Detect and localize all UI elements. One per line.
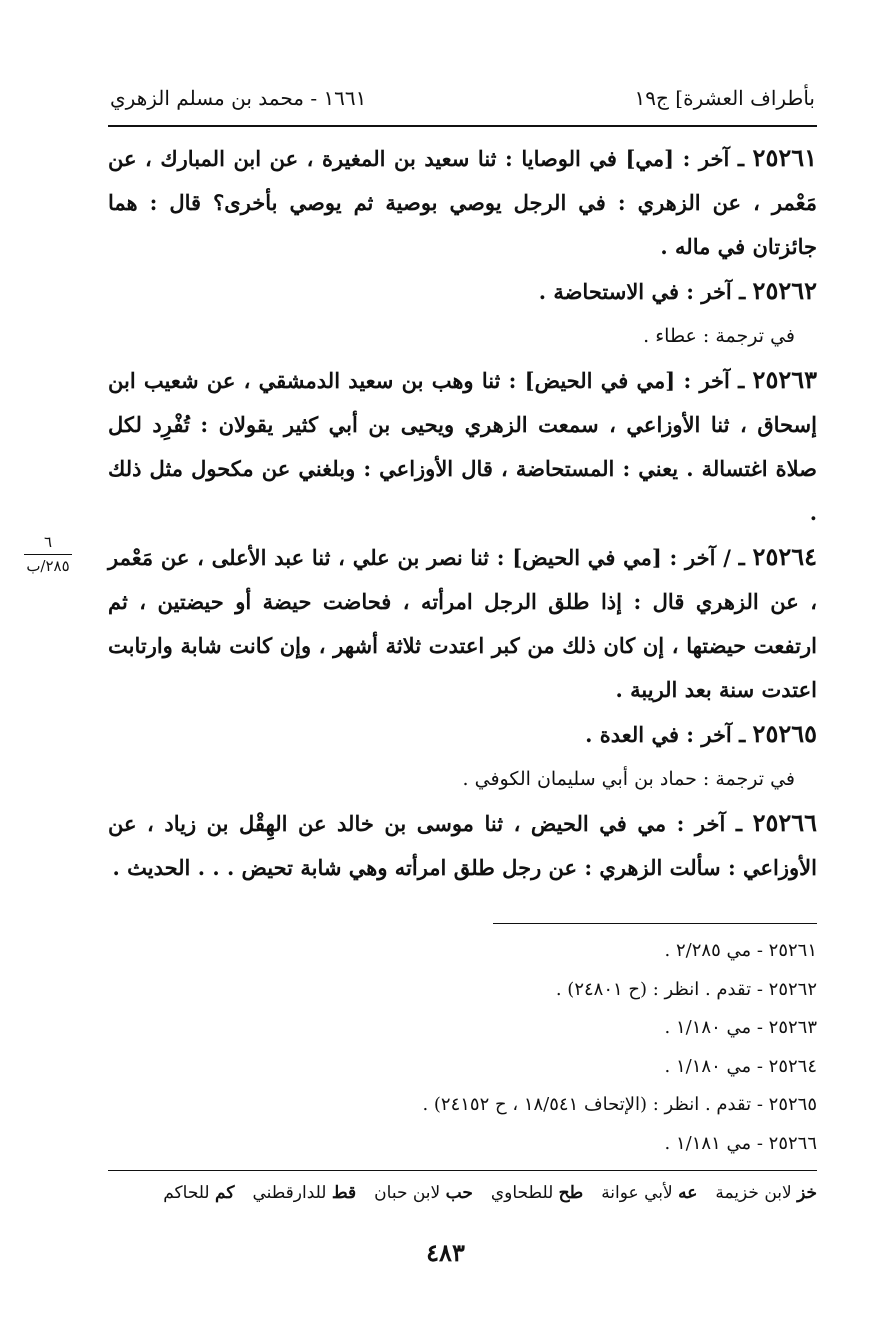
abbreviation-code: قط [331, 1183, 357, 1203]
entry-number: ٢٥٢٦٣ [752, 365, 817, 394]
folio-reference: ٢٨٥/ب [26, 557, 70, 575]
abbreviation-item [252, 1183, 356, 1203]
entry-text: ـ آخر : في العدة . [585, 722, 746, 747]
entry-25261 [108, 136, 817, 269]
entry-number: ٢٥٢٦٤ [752, 542, 817, 571]
running-header-chapter: ١٦٦١ - محمد بن مسلم الزهري [110, 86, 367, 110]
abbreviation-code: عه [678, 1183, 698, 1203]
entry-25264 [108, 535, 817, 712]
entry-number: ٢٥٢٦٥ [752, 719, 817, 748]
main-text [108, 136, 817, 890]
entry-text: ـ آخر : في الاستحاضة . [538, 279, 746, 304]
abbreviation-item [601, 1183, 697, 1203]
abbreviation-name: للطحاوي [490, 1183, 554, 1203]
entry-number: ٢٥٢٦٦ [752, 808, 818, 837]
running-header-title: بأطراف العشرة] ج١٩ [634, 86, 815, 110]
abbreviation-item [163, 1183, 234, 1203]
footnotes [422, 932, 817, 1163]
abbreviation-name: لابن خزيمة [715, 1183, 792, 1203]
abbreviation-rule [108, 1170, 817, 1171]
abbreviation-name: لأبي عوانة [601, 1183, 673, 1203]
entry-25266 [108, 801, 817, 890]
abbreviation-name: للحاكم [163, 1183, 210, 1203]
entry-number: ٢٥٢٦١ [752, 143, 817, 172]
entry-number: ٢٥٢٦٢ [752, 276, 817, 305]
manuscript-folio-note [16, 533, 80, 575]
folio-divider [24, 554, 72, 555]
page-number: ٤٨٣ [426, 1238, 465, 1267]
abbreviation-key [108, 1183, 817, 1203]
entry-25265 [108, 712, 817, 757]
folio-number: ٦ [43, 533, 53, 551]
footnote: ٢٥٢٦٣ - مي ١/١٨٠ . [664, 1017, 817, 1038]
footnote: ٢٥٢٦٤ - مي ١/١٨٠ . [664, 1055, 817, 1077]
abbreviation-item [374, 1183, 473, 1203]
footnote: ٢٥٢٦٦ - مي ١/١٨١ . [664, 1132, 817, 1154]
entry-25263 [108, 358, 817, 535]
abbreviation-code: حب [445, 1183, 473, 1203]
footnote: ٢٥٢٦٥ - تقدم . انظر : (الإتحاف ١٨/٥٤١ ، ح ٢٤١٥٢) . [422, 1094, 817, 1115]
entry-cross-reference: في ترجمة : حماد بن أبي سليمان الكوفي . [462, 768, 795, 790]
abbreviation-code: خز [797, 1183, 817, 1203]
entry-text: ـ آخر : [مي] في الوصايا : ثنا سعيد بن المغيرة ، عن ابن المبارك ، عن مَعْمر ، عن الزهري : في الرجل يوصي بوصية ثم يوصي بأخرى؟ قال : هما جائزتان في ماله . [108, 146, 817, 259]
entry-cross-reference: في ترجمة : عطاء . [643, 325, 795, 347]
abbreviation-code: طح [558, 1183, 584, 1203]
entry-text: ـ آخر : مي في الحيض ، ثنا موسى بن خالد عن الهِقْل بن زياد ، عن الأوزاعي : سألت الزهري : عن رجل طلق امرأته وهي شابة تحيض . . . الحديث . [108, 811, 817, 880]
footnote-rule [493, 923, 817, 924]
abbreviation-name: للدارقطني [252, 1183, 327, 1203]
entry-text: ـ / آخر : [مي في الحيض] : ثنا نصر بن علي ، ثنا عبد الأعلى ، عن مَعْمر ، عن الزهري قال : إذا طلق الرجل امرأته ، فحاضت حيضة أو حيضتين ، ثم ارتفعت حيضتها ، إن كان ذلك من كبر اعتدت ثلاثة أشهر ، وإن كانت شابة وارتابت اعتدت سنة بعد الريبة . [108, 545, 817, 702]
abbreviation-code: كم [215, 1183, 235, 1203]
footnote: ٢٥٢٦١ - مي ٢/٢٨٥ . [664, 940, 817, 961]
header-rule [108, 125, 817, 127]
entry-text: ـ آخر : [مي في الحيض] : ثنا وهب بن سعيد الدمشقي ، عن شعيب ابن إسحاق ، ثنا الأوزاعي ، سمعت الزهري ويحيى بن أبي كثير يقولان : تُفْرِد لكل صلاة اغتسالة . يعني : المستحاضة ، قال الأوزاعي : وبلغني عن مكحول مثل ذلك . [108, 368, 817, 525]
abbreviation-name: لابن حبان [374, 1183, 441, 1203]
entry-25262 [108, 269, 817, 314]
abbreviation-item [715, 1183, 817, 1203]
abbreviation-item [491, 1183, 583, 1203]
footnote: ٢٥٢٦٢ - تقدم . انظر : (ح ٢٤٨٠١) . [555, 978, 817, 1000]
